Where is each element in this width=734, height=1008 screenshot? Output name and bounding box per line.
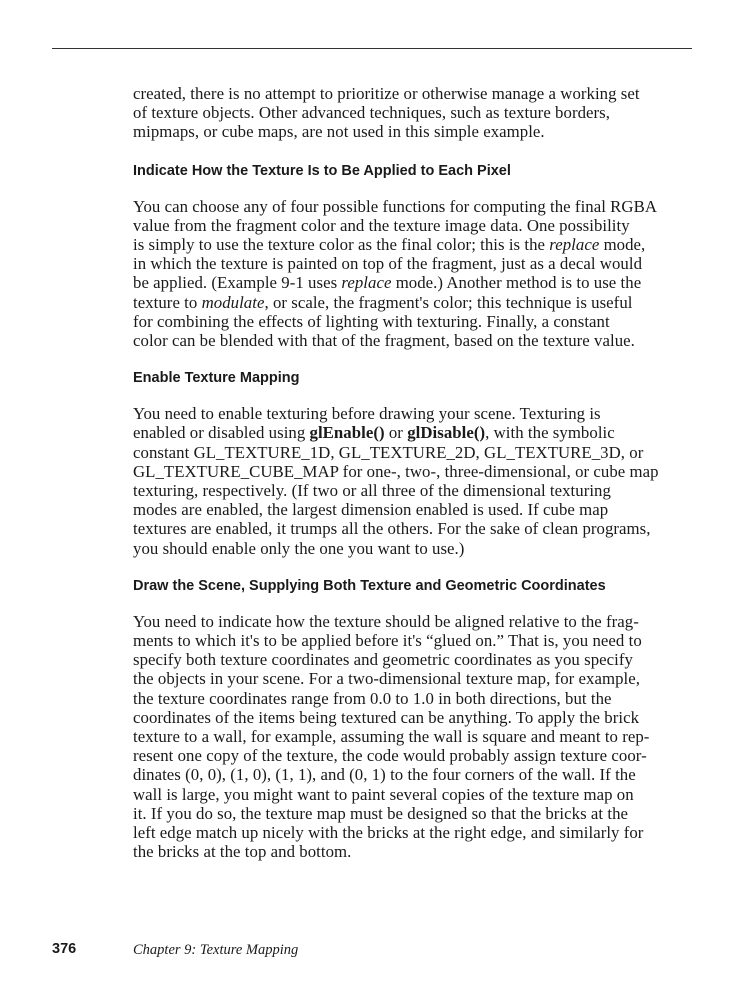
text-run: , or scale, the fragment's color; this technique is useful [264, 292, 633, 312]
text-run: or [384, 423, 408, 443]
text-line: in which the texture is painted on top of the fragment, just as a decal would [133, 254, 643, 274]
text-line [133, 273, 693, 292]
text-line: value from the fragment color and the texture image data. One possibility [133, 215, 630, 235]
text-line: left edge match up nicely with the bricks at the right edge, and similarly for [133, 823, 644, 843]
text-line: ments to which it's to be applied before it's “glued on.” That is, you need to [133, 631, 642, 651]
text-line: resent one copy of the texture, the code would probably assign texture coor- [133, 746, 647, 766]
text-line: You need to enable texturing before drawing your scene. Texturing is [133, 404, 601, 424]
text-line: textures are enabled, it trumps all the others. For the sake of clean programs, [133, 519, 651, 539]
text-line: the bricks at the top and bottom. [133, 842, 352, 862]
function-name-glenable: glEnable() [309, 423, 385, 443]
text-line [133, 293, 693, 312]
text-line: wall is large, you might want to paint several copies of the texture map on [133, 784, 634, 804]
text-line [133, 423, 693, 442]
running-footer-chapter: Chapter 9: Texture Mapping [133, 942, 299, 958]
text-line: you should enable only the one you want to use.) [133, 538, 465, 558]
text-line: of texture objects. Other advanced techniques, such as texture borders, [133, 103, 610, 123]
paragraph-apply-texture [133, 197, 693, 351]
text-run: be applied. (Example 9-1 uses [133, 273, 342, 293]
italic-term-replace: replace [549, 235, 600, 255]
text-run: , with the symbolic [485, 423, 615, 443]
page-number: 376 [52, 941, 77, 957]
text-run: enabled or disabled using [133, 423, 310, 443]
paragraph-enable-texture [133, 404, 693, 558]
text-line: texturing, respectively. (If two or all three of the dimensional texturing [133, 481, 611, 501]
paragraph-continued [133, 84, 693, 142]
text-line: mipmaps, or cube maps, are not used in this simple example. [133, 122, 545, 142]
text-line: constant GL_TEXTURE_1D, GL_TEXTURE_2D, GL_TEXTURE_3D, or [133, 442, 644, 462]
text-run: mode.) Another method is to use the [391, 273, 642, 293]
italic-term-modulate: modulate [201, 292, 265, 312]
text-line: the texture coordinates range from 0.0 to 1.0 in both directions, but the [133, 688, 612, 708]
text-line: GL_TEXTURE_CUBE_MAP for one-, two-, three-dimensional, or cube map [133, 461, 659, 481]
text-line: dinates (0, 0), (1, 0), (1, 1), and (0, 1) to the four corners of the wall. If the [133, 765, 636, 785]
text-line: coordinates of the items being textured can be anything. To apply the brick [133, 707, 640, 727]
text-run: is simply to use the texture color as the final color; this is the [133, 235, 550, 255]
text-line [133, 235, 693, 254]
paragraph-draw-scene [133, 612, 693, 862]
text-line: texture to a wall, for example, assuming the wall is square and meant to rep- [133, 727, 650, 747]
text-line: the objects in your scene. For a two-dimensional texture map, for example, [133, 669, 640, 689]
text-line: specify both texture coordinates and geometric coordinates as you specify [133, 650, 633, 670]
section-heading-apply-texture: Indicate How the Texture Is to Be Applied to Each Pixel [133, 162, 511, 179]
function-name-gldisable: glDisable() [407, 423, 486, 443]
text-line: it. If you do so, the texture map must be designed so that the bricks at the [133, 803, 629, 823]
header-rule [52, 48, 692, 49]
text-run: mode, [599, 235, 646, 255]
text-line: color can be blended with that of the fragment, based on the texture value. [133, 331, 635, 351]
text-line: for combining the effects of lighting with texturing. Finally, a constant [133, 311, 610, 331]
text-line: created, there is no attempt to prioritize or otherwise manage a working set [133, 84, 640, 103]
italic-term-replace: replace [341, 273, 392, 293]
text-line: modes are enabled, the largest dimension enabled is used. If cube map [133, 500, 609, 520]
text-line: You can choose any of four possible functions for computing the final RGBA [133, 196, 657, 216]
text-run: texture to [133, 292, 202, 312]
section-heading-draw-scene: Draw the Scene, Supplying Both Texture and Geometric Coordinates [133, 577, 606, 594]
text-line: You need to indicate how the texture should be aligned relative to the frag- [133, 611, 639, 631]
section-heading-enable-texture: Enable Texture Mapping [133, 370, 300, 387]
page-body [133, 84, 693, 862]
